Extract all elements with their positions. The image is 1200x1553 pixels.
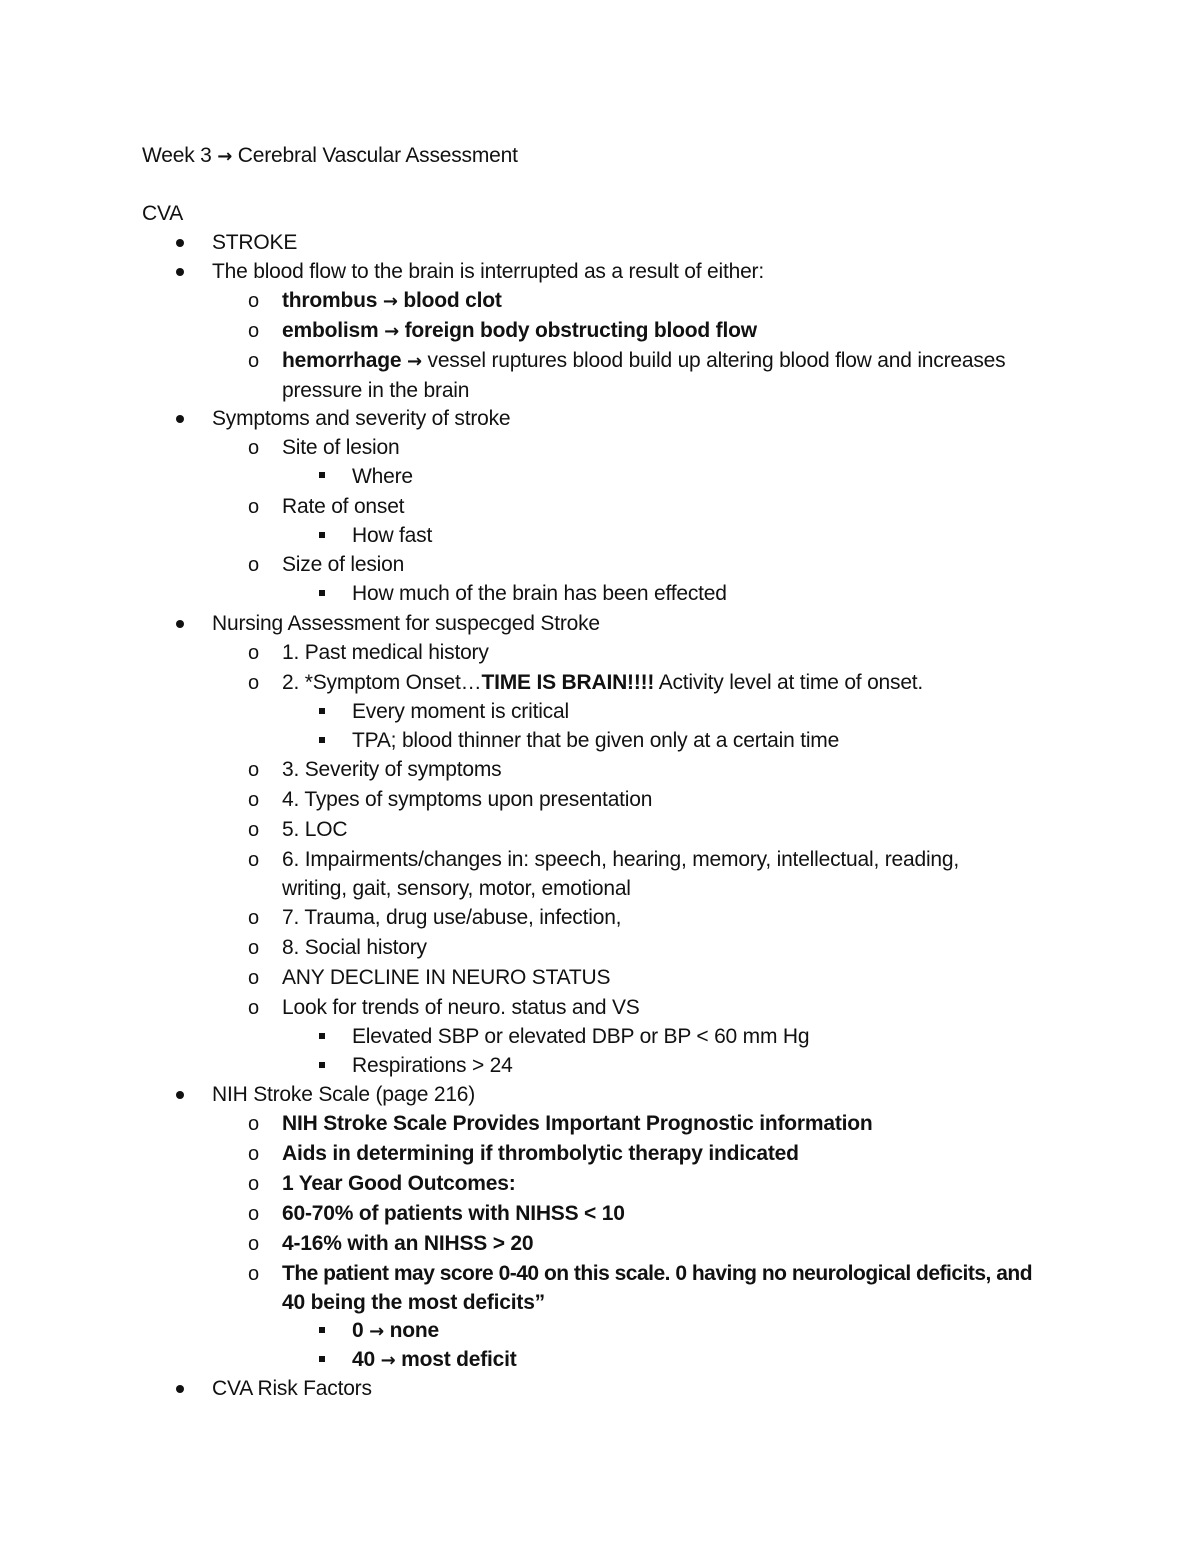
circle-bullet-icon: o (248, 672, 260, 694)
list-item (282, 668, 923, 698)
list-item-continuation: 40 being the most deficits” (282, 1291, 545, 1314)
arrow-icon: → (380, 1350, 396, 1371)
title-text-rest: Cerebral Vascular Assessment (232, 144, 518, 167)
item-text: foreign body obstructing blood flow (398, 319, 757, 342)
circle-bullet-icon: o (248, 642, 260, 664)
list-item: Every moment is critical (352, 700, 569, 723)
circle-bullet-icon: o (248, 350, 260, 372)
list-item (352, 1345, 517, 1376)
bullet-icon (176, 620, 184, 628)
list-item-continuation: writing, gait, sensory, motor, emotional (282, 877, 631, 900)
square-bullet-icon (319, 1062, 325, 1068)
arrow-icon: → (382, 291, 398, 312)
section-heading: CVA (142, 202, 184, 225)
square-bullet-icon (319, 1327, 325, 1333)
list-item: Respirations > 24 (352, 1054, 513, 1077)
square-bullet-icon (319, 532, 325, 538)
list-item: TPA; blood thinner that be given only at a certain time (352, 729, 840, 752)
square-bullet-icon (319, 1033, 325, 1039)
circle-bullet-icon: o (248, 1233, 260, 1255)
list-item: ANY DECLINE IN NEURO STATUS (282, 966, 611, 989)
list-item: 7. Trauma, drug use/abuse, infection, (282, 906, 622, 929)
item-text: thrombus (282, 289, 383, 312)
list-item: 8. Social history (282, 936, 427, 959)
list-item: Look for trends of neuro. status and VS (282, 996, 640, 1019)
square-bullet-icon (319, 708, 325, 714)
circle-bullet-icon: o (248, 937, 260, 959)
circle-bullet-icon: o (248, 554, 260, 576)
list-item: STROKE (212, 231, 298, 254)
square-bullet-icon (319, 472, 325, 478)
item-text: vessel ruptures blood build up altering blood flow and increases (421, 349, 1006, 372)
list-item: The patient may score 0-40 on this scale. 0 having no neurological deficits, and (282, 1262, 1033, 1285)
list-item: Where (352, 465, 413, 488)
bullet-icon (176, 239, 184, 247)
circle-bullet-icon: o (248, 967, 260, 989)
list-item: Site of lesion (282, 436, 400, 459)
circle-bullet-icon: o (248, 997, 260, 1019)
list-item: NIH Stroke Scale (page 216) (212, 1083, 476, 1106)
circle-bullet-icon: o (248, 437, 260, 459)
list-item: 6. Impairments/changes in: speech, hearing, memory, intellectual, reading, (282, 848, 960, 871)
bullet-icon (176, 268, 184, 276)
square-bullet-icon (319, 1356, 325, 1362)
list-item: 3. Severity of symptoms (282, 758, 502, 781)
bullet-icon (176, 1385, 184, 1393)
list-item: How much of the brain has been effected (352, 582, 727, 605)
item-text: 40 (352, 1348, 381, 1371)
item-text: 2. *Symptom Onset… (282, 671, 482, 694)
item-text: 0 (352, 1319, 370, 1342)
emphasis-text: TIME IS BRAIN!!!! (481, 671, 655, 694)
arrow-icon: → (384, 321, 399, 342)
list-item: Nursing Assessment for suspecged Stroke (212, 612, 600, 635)
circle-bullet-icon: o (248, 1113, 260, 1135)
list-item (282, 286, 502, 317)
circle-bullet-icon: o (248, 496, 260, 518)
circle-bullet-icon: o (248, 1143, 260, 1165)
list-item: How fast (352, 524, 433, 547)
bullet-icon (176, 415, 184, 423)
list-item (282, 346, 1005, 377)
bullet-icon (176, 1091, 184, 1099)
item-text: Activity level at time of onset. (654, 671, 924, 694)
list-item: 4-16% with an NIHSS > 20 (282, 1232, 534, 1255)
list-item: Aids in determining if thrombolytic therapy indicated (282, 1142, 799, 1165)
list-item: Rate of onset (282, 495, 405, 518)
list-item: 1. Past medical history (282, 641, 489, 664)
list-item (282, 316, 757, 347)
circle-bullet-icon: o (248, 819, 260, 841)
list-item-continuation: pressure in the brain (282, 379, 470, 402)
circle-bullet-icon: o (248, 849, 260, 871)
circle-bullet-icon: o (248, 1203, 260, 1225)
circle-bullet-icon: o (248, 290, 260, 312)
list-item: Elevated SBP or elevated DBP or BP < 60 mm Hg (352, 1025, 810, 1048)
list-item: Symptoms and severity of stroke (212, 407, 511, 430)
list-item: NIH Stroke Scale Provides Important Prognostic information (282, 1112, 873, 1135)
arrow-icon: → (369, 1321, 385, 1342)
circle-bullet-icon: o (248, 1173, 260, 1195)
circle-bullet-icon: o (248, 789, 260, 811)
item-text: hemorrhage (282, 349, 407, 372)
circle-bullet-icon: o (248, 907, 260, 929)
square-bullet-icon (319, 737, 325, 743)
page-title (142, 141, 518, 172)
circle-bullet-icon: o (248, 320, 260, 342)
list-item: 4. Types of symptoms upon presentation (282, 788, 653, 811)
list-item: 5. LOC (282, 818, 348, 841)
arrow-icon: → (407, 351, 422, 372)
item-text: most deficit (395, 1348, 517, 1371)
list-item (352, 1316, 439, 1347)
item-text: embolism (282, 319, 385, 342)
title-text: Week 3 (142, 144, 218, 167)
list-item: 60-70% of patients with NIHSS < 10 (282, 1202, 625, 1225)
item-text: blood clot (397, 289, 502, 312)
item-text: none (384, 1319, 440, 1342)
circle-bullet-icon: o (248, 1263, 260, 1285)
circle-bullet-icon: o (248, 759, 260, 781)
square-bullet-icon (319, 590, 325, 596)
list-item: 1 Year Good Outcomes: (282, 1172, 516, 1195)
arrow-icon: → (217, 146, 233, 167)
list-item: The blood flow to the brain is interrupted as a result of either: (212, 260, 764, 283)
list-item: CVA Risk Factors (212, 1377, 372, 1400)
list-item: Size of lesion (282, 553, 405, 576)
